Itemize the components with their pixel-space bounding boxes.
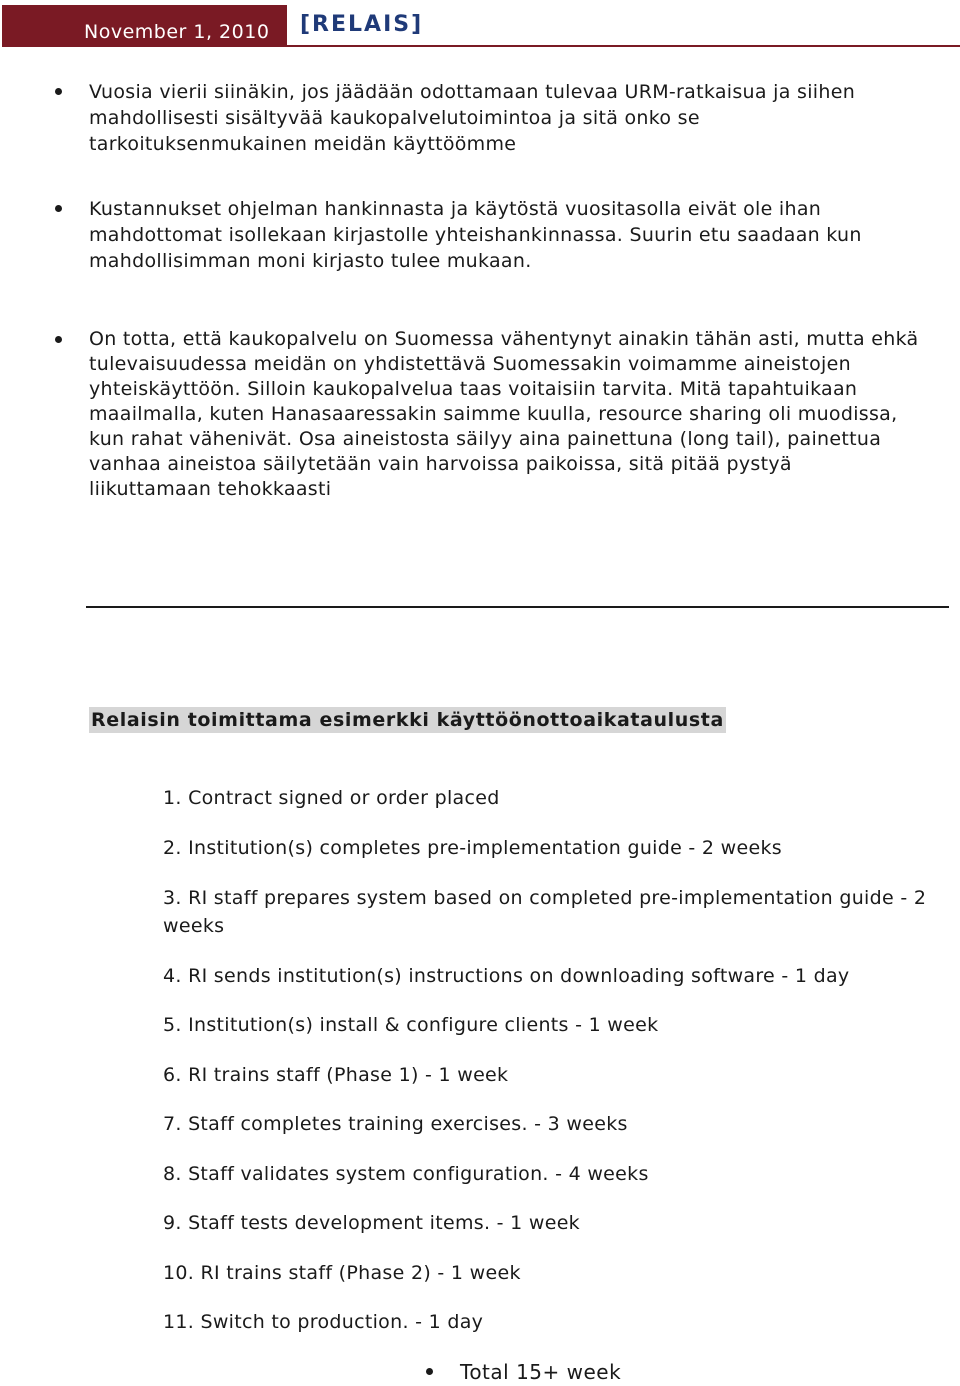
total-text: Total 15+ week <box>460 1360 622 1384</box>
bullet-text: Kustannukset ohjelman hankinnasta ja käytöstä vuositasolla eivät ole ihan mahdottomat isollekaan kirjastolle yhteishankinnassa. Suurin etu saadaan kun mahdollisimman moni kirjasto tulee mukaan. <box>89 198 862 272</box>
timeline-step: 9. Staff tests development items. - 1 week <box>163 1212 580 1234</box>
timeline-step: 11. Switch to production. - 1 day <box>163 1311 484 1333</box>
timeline-step: 5. Institution(s) install & configure clients - 1 week <box>163 1014 659 1036</box>
timeline-step: 7. Staff completes training exercises. - 3 weeks <box>163 1113 628 1135</box>
page-header <box>0 0 960 48</box>
bullet-text: On totta, että kaukopalvelu on Suomessa vähentynyt ainakin tähän asti, mutta ehkä tulevaisuudessa meidän on yhdistettävä Suomessakin voimamme aineistojen yhteiskäyttöön. Silloin kaukopalvelua taas voitaisiin tarvita. Mitä tapahtuikaan maailmalla, kuten Hanasaaressakin saimme kuulla, resource sharing oli muodissa, kun rahat vähenivät. Osa aineistosta säilyy aina painettuna (long tail), painettua vanhaa aineistoa säilytetään vain harvoissa paikoissa, sitä pitää pystyä liikuttamaan tehokkaasti <box>89 328 919 500</box>
header-title: [RELAIS] <box>300 12 424 37</box>
header-date: November 1, 2010 <box>84 21 270 43</box>
timeline-step: 10. RI trains staff (Phase 2) - 1 week <box>163 1262 521 1284</box>
timeline-step: 6. RI trains staff (Phase 1) - 1 week <box>163 1064 509 1086</box>
bullet-dot-icon <box>426 1368 433 1375</box>
bullet-dot-icon <box>55 205 62 212</box>
header-date-box <box>2 5 287 47</box>
timeline-step: 8. Staff validates system configuration. - 4 weeks <box>163 1163 649 1185</box>
header-rule <box>287 45 960 47</box>
timeline-step: 3. RI staff prepares system based on completed pre-implementation guide - 2 weeks <box>163 887 927 937</box>
timeline-step: 2. Institution(s) completes pre-implementation guide - 2 weeks <box>163 837 782 859</box>
bullet-dot-icon <box>55 336 62 343</box>
bullet-item <box>89 327 919 502</box>
timeline-step: 4. RI sends institution(s) instructions on downloading software - 1 day <box>163 965 850 987</box>
total-item <box>460 1358 621 1386</box>
timeline-step: 1. Contract signed or order placed <box>163 787 500 809</box>
bullet-item <box>89 79 919 157</box>
bullet-dot-icon <box>55 88 62 95</box>
horizontal-divider <box>86 606 949 608</box>
bullet-text: Vuosia vierii siinäkin, jos jäädään odottamaan tulevaa URM-ratkaisua ja siihen mahdollisesti sisältyvää kaukopalvelutoimintoa ja sitä onko se tarkoituksenmukainen meidän käyttöömme <box>89 81 856 155</box>
bullet-item <box>89 196 919 274</box>
section-heading: Relaisin toimittama esimerkki käyttöönottoaikataulusta <box>91 709 724 731</box>
